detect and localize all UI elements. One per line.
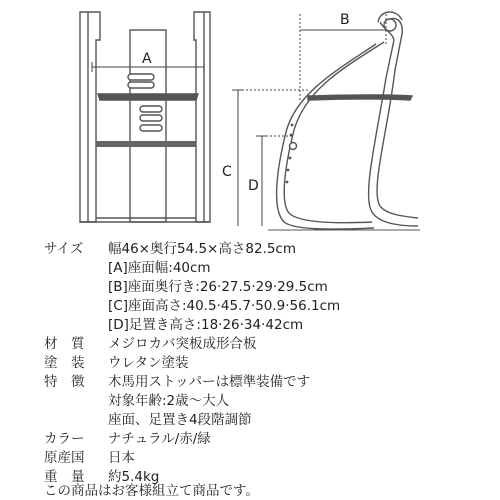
spec-label: 重 量: [44, 469, 85, 485]
dimension-label-a: A: [142, 51, 152, 67]
spec-value: 木馬用ストッパーは標準装備です: [108, 374, 311, 390]
side-view: [268, 12, 420, 230]
spec-value: [B]座面奥行き:26·27.5·29·29.5cm: [108, 279, 328, 295]
spec-value: [D]足置き高さ:18·26·34·42cm: [108, 317, 304, 333]
spec-label: サイズ: [44, 241, 84, 257]
spec-table: [0, 240, 500, 500]
spec-label: 塗 装: [44, 355, 85, 371]
chair-dimension-diagram: [0, 0, 500, 240]
spec-value: 幅46×奥行54.5×高さ82.5cm: [108, 241, 296, 257]
spec-label: 材 質: [44, 336, 85, 352]
front-view: [80, 12, 210, 222]
spec-value: 日本: [108, 450, 135, 466]
dimension-label-d: D: [248, 178, 259, 194]
spec-value: 座面、足置き4段階調節: [108, 412, 252, 428]
spec-label: カラー: [44, 431, 85, 447]
spec-value: [C]座面高さ:40.5·45.7·50.9·56.1cm: [108, 298, 341, 314]
dimension-label-b: B: [340, 12, 350, 28]
assembly-note: この商品はお客様組立て商品です。: [44, 483, 259, 499]
spec-value: メジロカバ突板成形合板: [108, 336, 257, 352]
spec-value: ウレタン塗装: [108, 355, 189, 371]
dimension-c: [232, 90, 308, 226]
spec-value: ナチュラル/赤/緑: [108, 431, 211, 447]
spec-value: [A]座面幅:40cm: [108, 260, 211, 276]
spec-label: 特 徴: [44, 374, 85, 390]
spec-value: 対象年齢:2歳～大人: [108, 393, 230, 409]
spec-label: 原産国: [44, 450, 85, 466]
spec-value: 約5.4kg: [108, 469, 160, 485]
dimension-label-c: C: [222, 164, 232, 180]
